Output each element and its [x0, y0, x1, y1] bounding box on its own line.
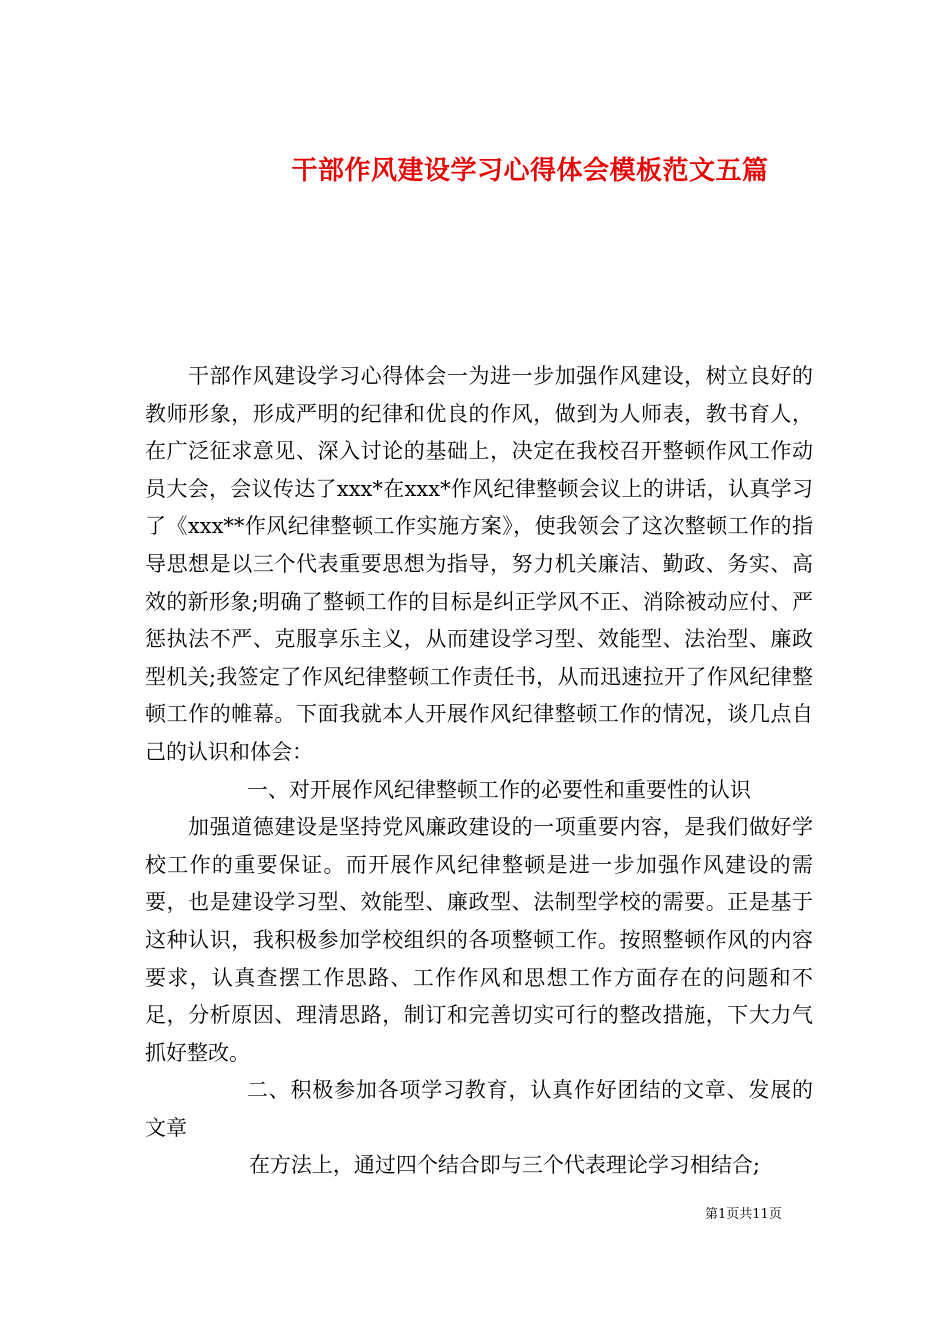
body-text	[145, 358, 813, 1185]
paragraph-section-1: 加强道德建设是坚持党风廉政建设的一项重要内容，是我们做好学校工作的重要保证。而开展作风纪律整顿是进一步加强作风建设的需要，也是建设学习型、效能型、廉政型、法制型学校的需要。正是基于这种认识，我积极参加学校组织的各项整顿工作。按照整顿作风的内容要求，认真查摆工作思路、工作作风和思想工作方面存在的问题和不足，分析原因、理清思路，制订和完善切实可行的整改措施，下大力气抓好整改。	[145, 815, 813, 1065]
page-title: 干部作风建设学习心得体会模板范文五篇	[291, 156, 769, 187]
page-number-footer: 第1页共11页	[705, 1207, 782, 1222]
paragraph-method: 在方法上，通过四个结合即与三个代表理论学习相结合;	[248, 1153, 761, 1178]
section-heading-2: 二、积极参加各项学习教育，认真作好团结的文章、发展的文章	[145, 1078, 813, 1140]
paragraph-intro: 干部作风建设学习心得体会一为进一步加强作风建设，树立良好的教师形象，形成严明的纪律和优良的作风，做到为人师表，教书育人，在广泛征求意见、深入讨论的基础上，决定在我校召开整顿作风工作动员大会，会议传达了xxx*在xxx*作风纪律整顿会议上的讲话，认真学习了《xxx**作风纪律整顿工作实施方案》，使我领会了这次整顿工作的指导思想是以三个代表重要思想为指导，努力机关廉洁、勤政、务实、高效的新形象;明确了整顿工作的目标是纠正学风不正、消除被动应付、严惩执法不严、克服享乐主义，从而建设学习型、效能型、法治型、廉政型机关;我签定了作风纪律整顿工作责任书，从而迅速拉开了作风纪律整顿工作的帷幕。下面我就本人开展作风纪律整顿工作的情况，谈几点自己的认识和体会：	[145, 364, 813, 764]
section-heading-1: 一、对开展作风纪律整顿工作的必要性和重要性的认识	[246, 777, 751, 802]
